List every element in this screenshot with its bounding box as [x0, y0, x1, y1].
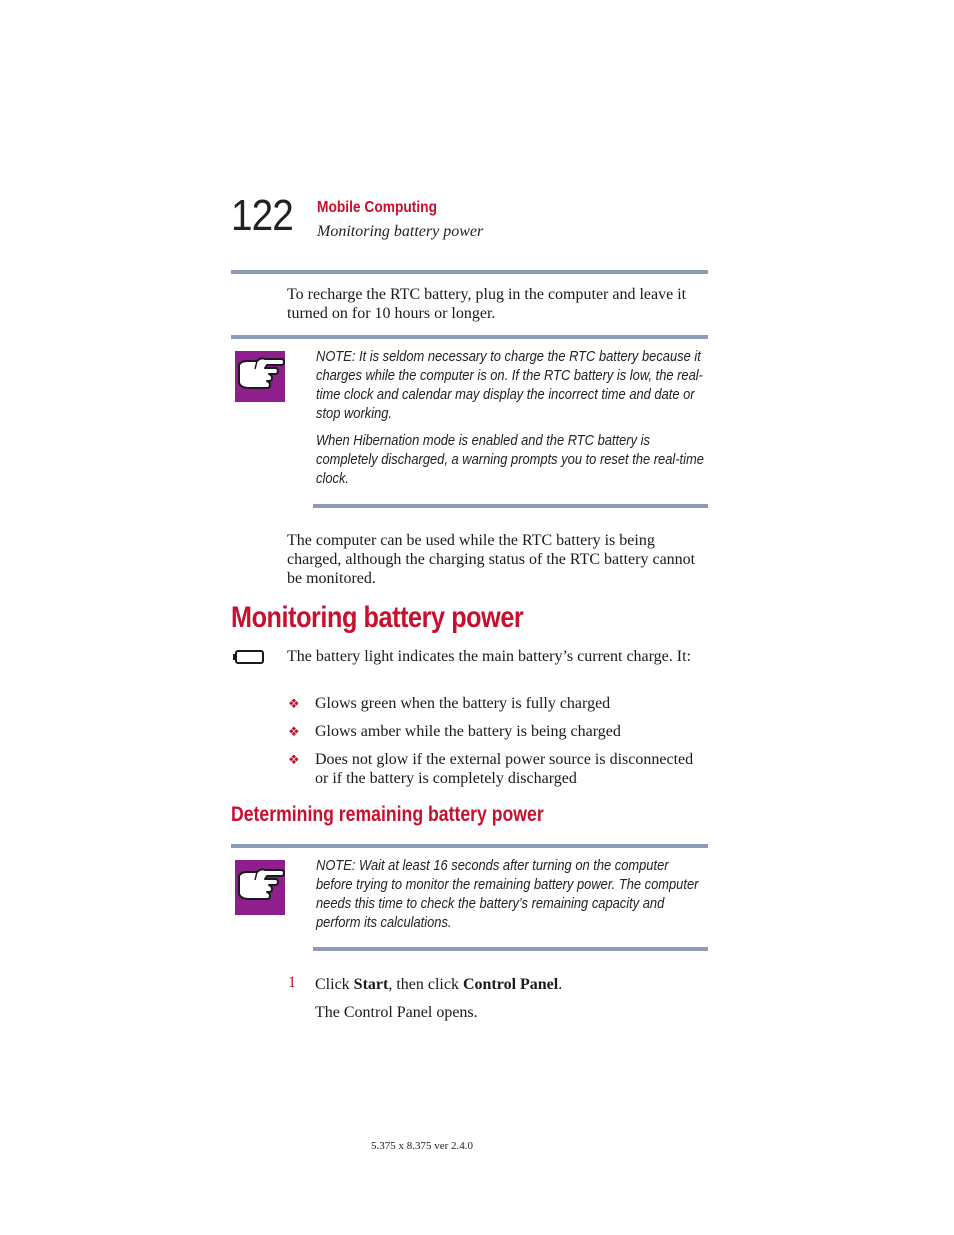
step-number: 1 [288, 974, 296, 991]
note2-bottom-rule [313, 947, 708, 951]
note2-paragraph: NOTE: Wait at least 16 seconds after turning on the computer before trying to monitor the remaining battery power. The computer needs this time to check the battery’s remaining capacity and perform its calculations. [316, 857, 699, 931]
bullet-item: Glows green when the battery is fully charged [315, 695, 611, 712]
intro-paragraph: To recharge the RTC battery, plug in the computer and leave it turned on for 10 hours or longer. [287, 286, 687, 322]
page-number: 122 [231, 191, 293, 240]
rtc-paragraph: The computer can be used while the RTC battery is being charged, although the charging status of the RTC battery cannot be monitored. [287, 532, 696, 587]
note1-paragraph2: When Hibernation mode is enabled and the RTC battery is completely discharged, a warning prompts you to reset the real-time clock. [316, 432, 704, 487]
step-result: The Control Panel opens. [315, 1004, 478, 1021]
footer-version: 5.375 x 8.375 ver 2.4.0 [371, 1140, 474, 1152]
pointing-hand-icon [235, 860, 285, 915]
battery-paragraph: The battery light indicates the main battery’s current charge. It: [287, 648, 691, 665]
note2-top-rule [231, 844, 708, 848]
bullet-icon: ❖ [288, 752, 300, 767]
start-label: Start [353, 976, 389, 993]
section-heading: Monitoring battery power [231, 601, 524, 634]
bullet-icon: ❖ [288, 724, 300, 739]
bullet-item: Glows amber while the battery is being charged [315, 723, 621, 740]
note1-paragraph1: NOTE: It is seldom necessary to charge the RTC battery because it charges while the computer is on. If the RTC battery is low, the real-time clock and calendar may display the incorrect time and date or stop working. [316, 348, 703, 422]
note1-top-rule [231, 335, 708, 339]
step-text: Click [315, 976, 354, 993]
subheading: Determining remaining battery power [231, 803, 544, 826]
bullet-item: Does not glow if the external power source is disconnected or if the battery is completely discharged [315, 751, 694, 787]
step-text: . [558, 976, 563, 993]
header-rule [231, 270, 708, 274]
pointing-hand-icon [235, 351, 285, 402]
step-text: , then click [388, 976, 463, 993]
chapter-title: Mobile Computing [317, 199, 437, 216]
note1-bottom-rule [313, 504, 708, 508]
step-instruction [315, 975, 707, 994]
control-panel-label: Control Panel [462, 976, 559, 993]
bullet-icon: ❖ [288, 696, 300, 711]
battery-icon [233, 649, 265, 665]
section-subtitle: Monitoring battery power [317, 223, 484, 240]
